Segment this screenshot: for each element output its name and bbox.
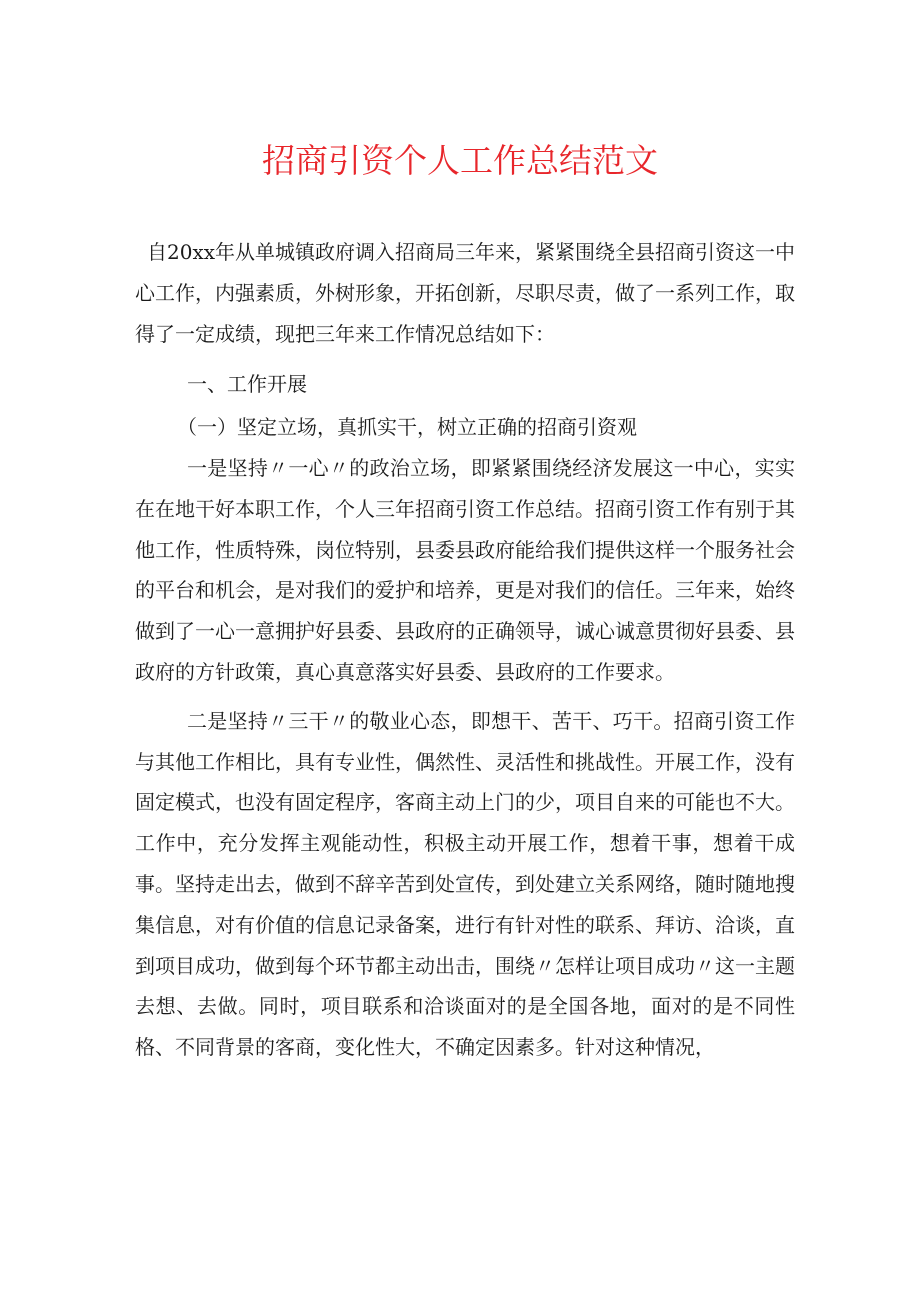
- intro-paragraph: 自20xx年从单城镇政府调入招商局三年来，紧紧围绕全县招商引资这一中心工作，内强素质，外树形象，开拓创新，尽职尽责，做了一系列工作，取得了一定成绩，现把三年来工作情况总结如下：: [135, 240, 796, 346]
- body-paragraph: 二是坚持〃三干〃的敬业心态，即想干、苦干、巧干。招商引资工作与其他工作相比，具有专业性，偶然性、灵活性和挑战性。开展工作，没有固定模式，也没有固定程序，客商主动上门的少，项目自来的可能也不大。工作中，充分发挥主观能动性，积极主动开展工作，想着干事，想着干成事。坚持走出去，做到不辞辛苦到处宣传，到处建立关系网络，随时随地搜集信息，对有价值的信息记录备案，进行有针对性的联系、拜访、洽谈，直到项目成功，做到每个环节都主动出击，围绕〃怎样让项目成功〃这一主题去想、去做。同时，项目联系和洽谈面对的是全国各地，面对的是不同性格、不同背景的客商，变化性大，不确定因素多。针对这种情况，: [135, 708, 795, 1060]
- section-heading: 一、工作开展: [187, 372, 307, 397]
- document-title: 招商引资个人工作总结范文: [262, 141, 658, 180]
- subsection-heading: （一）坚定立场，真抓实干，树立正确的招商引资观: [177, 415, 637, 440]
- document-body: [135, 232, 795, 1068]
- body-paragraph: 一是坚持〃一心〃的政治立场，即紧紧围绕经济发展这一中心，实实在在地干好本职工作，个人三年招商引资工作总结。招商引资工作有别于其他工作，性质特殊，岗位特别，县委县政府能给我们提供这样一个服务社会的平台和机会，是对我们的爱护和培养，更是对我们的信任。三年来，始终做到了一心一意拥护好县委、县政府的正确领导，诚心诚意贯彻好县委、县政府的方针政策，真心真意落实好县委、县政府的工作要求。: [135, 455, 795, 684]
